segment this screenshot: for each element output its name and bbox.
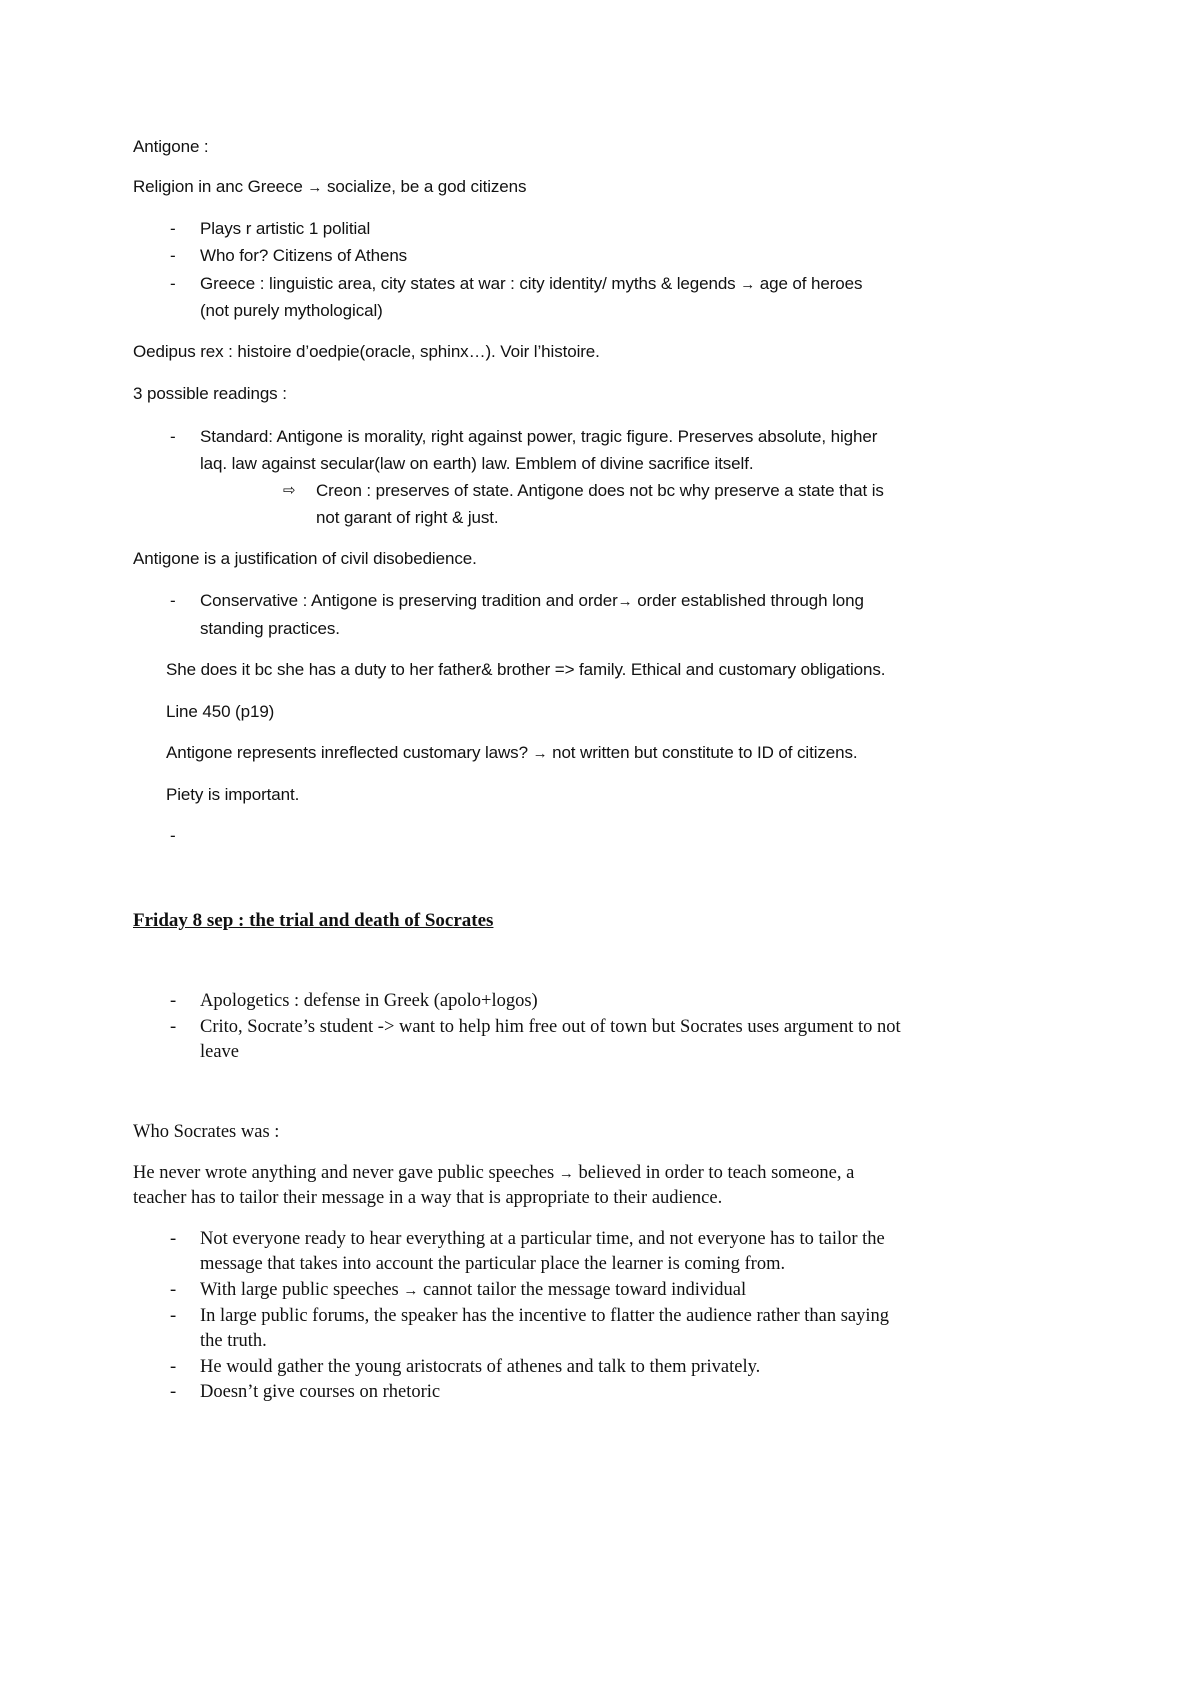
bullet-dash: - [170,1280,177,1300]
never-wrote-line1 [133,1162,854,1184]
never-wrote-line2: teacher has to tailor their message in a way that is appropriate to their audience. [133,1188,723,1208]
large-speeches-item [200,1279,746,1301]
forums-line1: In large public forums, the speaker has the incentive to flatter the audience rather than saying [200,1306,890,1326]
arrow-right-icon: → [558,1166,574,1182]
arrow-right-icon: → [617,593,633,610]
conservative-part1: Conservative : Antigone is preserving tradition and order [200,591,618,610]
oedipus-line: Oedipus rex : histoire d’oedpie(oracle, sphinx…). Voir l’histoire. [133,342,600,361]
page-title: Antigone : [133,137,209,156]
readings-title: 3 possible readings : [133,384,287,403]
customary-line [166,743,858,763]
rhetoric-item: Doesn’t give courses on rhetoric [200,1382,441,1402]
list-item: Who for? Citizens of Athens [200,246,408,265]
never-wrote-part2: believed in order to teach someone, a [578,1163,855,1183]
customary-part2: not written but constitute to ID of citizens. [552,743,858,762]
bullet-dash: - [170,1357,177,1377]
bullet-dash: - [170,427,176,446]
crito-line1: Crito, Socrate’s student -> want to help him free out of town but Socrates uses argument to not [200,1017,901,1037]
large-speeches-part2: cannot tailor the message toward individual [423,1280,747,1300]
conservative-line2: standing practices. [200,619,340,638]
list-item: Plays r artistic 1 politial [200,219,371,238]
empty-bullet-dash: - [170,826,176,845]
duty-line: She does it bc she has a duty to her father& brother => family. Ethical and customary obligations. [166,660,886,679]
arrow-right-icon: → [740,276,756,293]
never-wrote-part1: He never wrote anything and never gave public speeches [133,1163,555,1183]
bullet-dash: - [170,1306,177,1326]
bullet-dash: - [170,1229,177,1249]
not-everyone-line1: Not everyone ready to hear everything at a particular time, and not everyone has to tailor the [200,1229,885,1249]
bullet-dash: - [170,591,176,610]
arrow-right-icon: → [532,745,548,762]
creon-line2: not garant of right & just. [316,508,499,527]
creon-line1: Creon : preserves of state. Antigone does not bc why preserve a state that is [316,481,884,500]
line-reference: Line 450 (p19) [166,702,275,721]
gather-item: He would gather the young aristocrats of athenes and talk to them privately. [200,1357,761,1377]
bullet-dash: - [170,1017,177,1037]
customary-part1: Antigone represents inreflected customary laws? [166,743,528,762]
religion-suffix: socialize, be a god citizens [326,177,527,196]
bullet-dash: - [170,219,176,238]
piety-line: Piety is important. [166,785,300,804]
crito-line2: leave [200,1042,240,1062]
arrow-right-icon: → [307,179,323,196]
forums-line2: the truth. [200,1331,267,1351]
standard-line1: Standard: Antigone is morality, right against power, tragic figure. Preserves absolute, higher [200,427,878,446]
list-item-greece [200,274,862,294]
section-heading: Friday 8 sep : the trial and death of Socrates [133,910,494,931]
conservative-line1 [200,591,864,611]
greece-part1: Greece : linguistic area, city states at war : city identity/ myths & legends [200,274,736,293]
bullet-dash: - [170,274,176,293]
not-everyone-line2: message that takes into account the particular place the learner is coming from. [200,1254,786,1274]
who-socrates-heading: Who Socrates was : [133,1122,280,1142]
bullet-dash: - [170,1382,177,1402]
greece-part2: age of heroes [759,274,863,293]
apologetics-item: Apologetics : defense in Greek (apolo+logos) [200,991,538,1011]
standard-line2: laq. law against secular(law on earth) law. Emblem of divine sacrifice itself. [200,454,754,473]
greece-line2: (not purely mythological) [200,301,383,320]
conservative-part2: order established through long [637,591,864,610]
large-speeches-part1: With large public speeches [200,1280,399,1300]
religion-prefix: Religion in anc Greece [133,177,303,196]
religion-line [133,177,526,197]
arrow-right-icon: → [403,1283,419,1299]
hollow-arrow-icon: ⇨ [283,482,296,499]
justification-line: Antigone is a justification of civil disobedience. [133,549,477,568]
bullet-dash: - [170,246,176,265]
bullet-dash: - [170,991,177,1011]
